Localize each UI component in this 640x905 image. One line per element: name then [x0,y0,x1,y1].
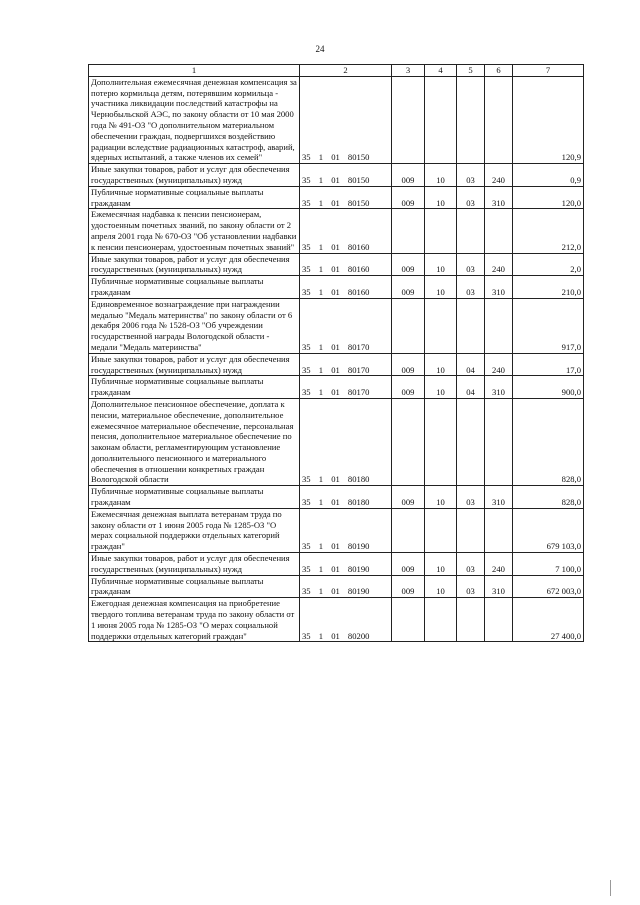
cell-c3 [392,398,425,485]
table-row [89,276,584,299]
cell-c5: 03 [457,164,485,187]
cell-c4 [425,508,457,552]
cell-code: 35 1 01 80160 [300,276,392,299]
cell-c6 [485,398,513,485]
cell-amount: 17,0 [513,353,584,376]
cell-c5 [457,508,485,552]
cell-c3: 009 [392,353,425,376]
cell-c3: 009 [392,276,425,299]
cell-desc: Иные закупки товаров, работ и услуг для обеспечения государственных (муниципальных) нужд [89,253,300,276]
cell-desc: Ежемесячная надбавка к пенсии пенсионерам, удостоенным почетных званий, по закону области от 2 апреля 2001 года № 670-ОЗ "Об установлении надбавки к пенсии пенсионерам, удостоенным почетных званий" [89,209,300,253]
table-row [89,209,584,253]
cell-code: 35 1 01 80200 [300,598,392,642]
cell-desc: Дополнительное пенсионное обеспечение, доплата к пенсии, материальное обеспечение, дополнительное ежемесячное материальное обеспечение, персональная пенсия, дополнительное материальное обеспечение по законам области, регламентирующим установление дополнительного пенсионного и материального обеспечения в отношении конкретных граждан Вологодской области [89,398,300,485]
table-row [89,298,584,353]
column-numbers-row [89,65,584,77]
cell-desc: Публичные нормативные социальные выплаты гражданам [89,376,300,399]
cell-code: 35 1 01 80170 [300,376,392,399]
cell-amount: 672 003,0 [513,575,584,598]
cell-amount: 210,0 [513,276,584,299]
cell-code: 35 1 01 80190 [300,508,392,552]
cell-c5: 03 [457,486,485,509]
cell-c3: 009 [392,575,425,598]
cell-c4: 10 [425,253,457,276]
cell-desc: Иные закупки товаров, работ и услуг для обеспечения государственных (муниципальных) нужд [89,353,300,376]
cell-amount: 917,0 [513,298,584,353]
table-row [89,376,584,399]
table-row [89,186,584,209]
cell-c3: 009 [392,164,425,187]
cell-c6: 310 [485,276,513,299]
cell-c6 [485,298,513,353]
cell-code: 35 1 01 80160 [300,253,392,276]
cell-code: 35 1 01 80190 [300,553,392,576]
cell-c6: 310 [485,486,513,509]
cell-c4 [425,398,457,485]
cell-c6 [485,508,513,552]
cell-desc: Иные закупки товаров, работ и услуг для обеспечения государственных (муниципальных) нужд [89,553,300,576]
cell-amount: 120,0 [513,186,584,209]
column-header: 2 [300,65,392,77]
cell-c4 [425,598,457,642]
cell-c6: 240 [485,353,513,376]
cell-c3 [392,298,425,353]
table-row [89,575,584,598]
column-header: 7 [513,65,584,77]
cell-c6 [485,209,513,253]
cell-c3: 009 [392,253,425,276]
cell-c6: 310 [485,575,513,598]
budget-table [88,64,584,642]
cell-amount: 212,0 [513,209,584,253]
cell-c6: 310 [485,186,513,209]
cell-desc: Публичные нормативные социальные выплаты гражданам [89,186,300,209]
cell-c4 [425,298,457,353]
cell-code: 35 1 01 80150 [300,76,392,163]
cell-amount: 120,9 [513,76,584,163]
table-row [89,398,584,485]
cell-c3 [392,598,425,642]
column-header: 1 [89,65,300,77]
cell-c6: 240 [485,553,513,576]
cell-amount: 2,0 [513,253,584,276]
cell-c4 [425,76,457,163]
cell-amount: 7 100,0 [513,553,584,576]
table-row [89,598,584,642]
cell-c5: 03 [457,575,485,598]
cell-c5: 04 [457,353,485,376]
cell-amount: 828,0 [513,398,584,485]
cell-desc: Публичные нормативные социальные выплаты гражданам [89,486,300,509]
cell-c3: 009 [392,553,425,576]
column-header: 6 [485,65,513,77]
cell-c5 [457,76,485,163]
cell-desc: Ежемесячная денежная выплата ветеранам труда по закону области от 1 июня 2005 года № 1285-ОЗ "О мерах социальной поддержки отдельных категорий граждан" [89,508,300,552]
cell-c3: 009 [392,486,425,509]
cell-code: 35 1 01 80160 [300,209,392,253]
cell-c5 [457,598,485,642]
cell-c5 [457,398,485,485]
cell-c5: 03 [457,186,485,209]
column-header: 4 [425,65,457,77]
cell-c4: 10 [425,553,457,576]
table-row [89,508,584,552]
column-header: 3 [392,65,425,77]
table-row [89,486,584,509]
cell-c3 [392,209,425,253]
cell-c4: 10 [425,376,457,399]
column-header: 5 [457,65,485,77]
cell-desc: Иные закупки товаров, работ и услуг для обеспечения государственных (муниципальных) нужд [89,164,300,187]
cell-c3: 009 [392,186,425,209]
cell-code: 35 1 01 80170 [300,298,392,353]
cell-c4: 10 [425,186,457,209]
cell-c4: 10 [425,164,457,187]
cell-c3 [392,76,425,163]
cell-c5: 04 [457,376,485,399]
table-row [89,353,584,376]
cell-code: 35 1 01 80180 [300,486,392,509]
cell-c3 [392,508,425,552]
cell-c5: 03 [457,276,485,299]
cell-c4 [425,209,457,253]
cell-desc: Ежегодная денежная компенсация на приобретение твердого топлива ветеранам труда по закону области от 1 июня 2005 года № 1285-ОЗ "О мерах социальной поддержки отдельных категорий граждан" [89,598,300,642]
cell-c3: 009 [392,376,425,399]
cell-c6: 240 [485,253,513,276]
cell-desc: Публичные нормативные социальные выплаты гражданам [89,276,300,299]
cell-c6 [485,76,513,163]
cell-c6: 310 [485,376,513,399]
cell-amount: 900,0 [513,376,584,399]
cell-amount: 0,9 [513,164,584,187]
cell-c6: 240 [485,164,513,187]
table-row [89,253,584,276]
page-number: 24 [315,44,325,54]
cell-c5 [457,209,485,253]
cell-c5: 03 [457,553,485,576]
cell-amount: 27 400,0 [513,598,584,642]
cell-c6 [485,598,513,642]
cell-c4: 10 [425,575,457,598]
cell-amount: 679 103,0 [513,508,584,552]
cell-c5: 03 [457,253,485,276]
cell-c4: 10 [425,276,457,299]
cell-c5 [457,298,485,353]
cell-code: 35 1 01 80180 [300,398,392,485]
cell-desc: Дополнительная ежемесячная денежная компенсация за потерю кормильца детям, потерявшим кормильца - участника ликвидации последствий катастрофы на Чернобыльской АЭС, по закону области от 10 мая 2000 года № 491-ОЗ "О дополнительном материальном обеспечении граждан, подвергшихся воздействию радиации вследствие радиационных катастроф, аварий, ядерных испытаний, а также членов их семей" [89,76,300,163]
cell-c4: 10 [425,353,457,376]
cell-code: 35 1 01 80170 [300,353,392,376]
table-row [89,164,584,187]
cell-code: 35 1 01 80150 [300,164,392,187]
cell-desc: Публичные нормативные социальные выплаты гражданам [89,575,300,598]
cell-code: 35 1 01 80190 [300,575,392,598]
table-body [89,76,584,642]
table-row [89,76,584,163]
cell-amount: 828,0 [513,486,584,509]
table-row [89,553,584,576]
margin-mark [610,880,611,896]
cell-c4: 10 [425,486,457,509]
cell-desc: Единовременное вознаграждение при награждении медалью "Медаль материнства" по закону области от 6 декабря 2006 года № 1528-ОЗ "Об учреждении государственной награды Вологодской области - медали "Медаль материнства" [89,298,300,353]
cell-code: 35 1 01 80150 [300,186,392,209]
